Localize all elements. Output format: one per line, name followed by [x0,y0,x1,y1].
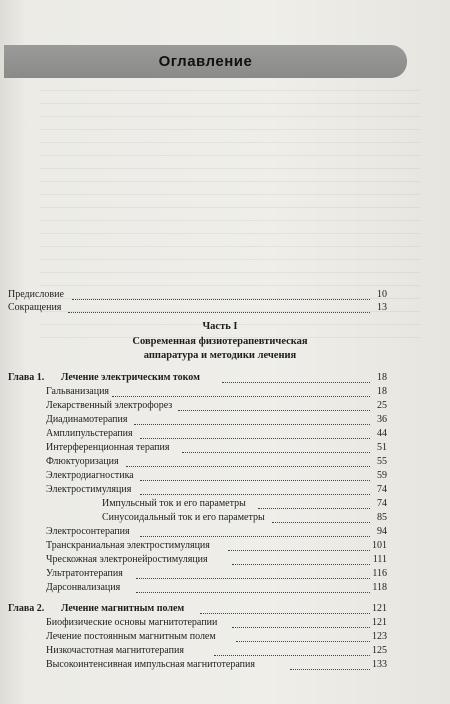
dot-leader [140,493,370,495]
toc-entry-page: 121 [372,603,387,614]
toc-entry[interactable] [0,567,400,580]
toc-entry-title: Низкочастотная магнитотерапия [46,645,184,656]
dot-leader [126,465,370,467]
dot-leader [182,451,370,453]
toc-entry-title: Биофизические основы магнитотерапии [46,617,218,628]
toc-entry-title: Импульсный ток и его параметры [102,498,246,509]
toc-entry-page: 36 [377,414,387,425]
toc-entry-page: 118 [372,582,387,593]
toc-entry-page: 59 [377,470,387,481]
toc-chapter-1[interactable] [0,371,400,384]
toc-entry-page: 18 [377,386,387,397]
toc-entry-page: 25 [377,400,387,411]
toc-entry-title: Флюктуоризация [46,456,119,467]
toc-entry-page: 101 [372,540,387,551]
toc-entry-title: Ультратонтерапия [46,568,123,579]
dot-leader [178,409,370,411]
toc-entry-page: 125 [372,645,387,656]
toc-entry-title: Транскраниальная электростимуляция [46,540,210,551]
dot-leader [140,535,370,537]
dot-leader [68,311,370,313]
toc-entry-page: 123 [372,631,387,642]
toc-entry[interactable] [0,413,400,426]
chapter-number: Глава 1. [8,372,45,383]
dot-leader [290,668,370,670]
toc-subentry[interactable] [0,511,400,524]
toc-entry[interactable] [0,630,400,643]
toc-entry-title: Гальванизация [46,386,110,397]
toc-entry[interactable] [0,581,400,594]
toc-entry[interactable] [0,483,400,496]
toc-entry[interactable] [0,385,400,398]
toc-entry[interactable] [0,658,400,671]
toc-subentry[interactable] [0,497,400,510]
dot-leader [200,612,370,614]
dot-leader [222,381,370,383]
dot-leader [214,654,370,656]
toc-entry-title: Дарсонвализация [46,582,121,593]
dot-leader [232,563,370,565]
toc-entry-preface[interactable] [0,288,400,301]
toc-entry-abbreviations[interactable] [0,301,400,314]
toc-entry-page: 121 [372,617,387,628]
toc-entry[interactable] [0,427,400,440]
toc-entry-page: 74 [377,498,387,509]
toc-entry-page: 111 [372,554,387,565]
toc-entry[interactable] [0,553,400,566]
toc-entry-title: Синусоидальный ток и его параметры [102,512,265,523]
toc-entry-page: 74 [377,484,387,495]
toc-entry-title: Диадинамотерапия [46,414,128,425]
dot-leader [140,479,370,481]
dot-leader [236,640,370,642]
toc-entry-title: Лечение постоянным магнитным полем [46,631,216,642]
toc-entry[interactable] [0,616,400,629]
toc-entry-page: 10 [377,289,387,300]
toc-entry-title: Предисловие [8,289,64,300]
toc-entry-title: Высокоинтенсивная импульсная магнитотерапия [46,659,255,670]
toc-entry[interactable] [0,399,400,412]
toc-entry-page: 116 [372,568,387,579]
toc-entry[interactable] [0,469,400,482]
toc-entry-page: 133 [372,659,387,670]
dot-leader [140,437,370,439]
toc-entry-page: 85 [377,512,387,523]
toc-entry[interactable] [0,539,400,552]
toc-entry[interactable] [0,455,400,468]
chapter-number: Глава 2. [8,603,45,614]
toc-entry[interactable] [0,441,400,454]
toc-entry-title: Электродиагностика [46,470,134,481]
toc-entry-title: Электростимуляция [46,484,132,495]
dot-leader [258,507,370,509]
toc-entry-page: 44 [377,428,387,439]
toc-entry-title: Электросонтерапия [46,526,130,537]
toc-entry[interactable] [0,525,400,538]
dot-leader [272,521,370,523]
toc-entry-page: 55 [377,456,387,467]
dot-leader [134,423,370,425]
part-title-line1: Современная физиотерапевтическая [132,336,308,347]
toc-entry-page: 18 [377,372,387,383]
toc-entry-title: Чрескожная электронейростимуляция [46,554,208,565]
chapter-title: Лечение электрическим током [61,372,200,383]
dot-leader [136,591,370,593]
toc-entry-page: 51 [377,442,387,453]
dot-leader [72,298,370,300]
toc-entry[interactable] [0,644,400,657]
toc-chapter-2[interactable] [0,602,400,615]
part-title-line2: аппаратура и методики лечения [143,350,297,361]
dot-leader [232,626,370,628]
toc-entry-title: Интерференционная терапия [46,442,170,453]
chapter-title: Лечение магнитным полем [61,603,185,614]
dot-leader [136,577,370,579]
toc-entry-title: Амплипульстерапия [46,428,133,439]
toc-entry-title: Лекарственный электрофорез [46,400,173,411]
dot-leader [228,549,370,551]
toc-entry-page: 94 [377,526,387,537]
part-label: Часть I [202,321,238,332]
toc-entry-title: Сокращения [8,302,62,313]
contents-banner [4,45,407,78]
page-title: Оглавление [158,53,253,70]
toc-entry-page: 13 [377,302,387,313]
dot-leader [112,395,370,397]
